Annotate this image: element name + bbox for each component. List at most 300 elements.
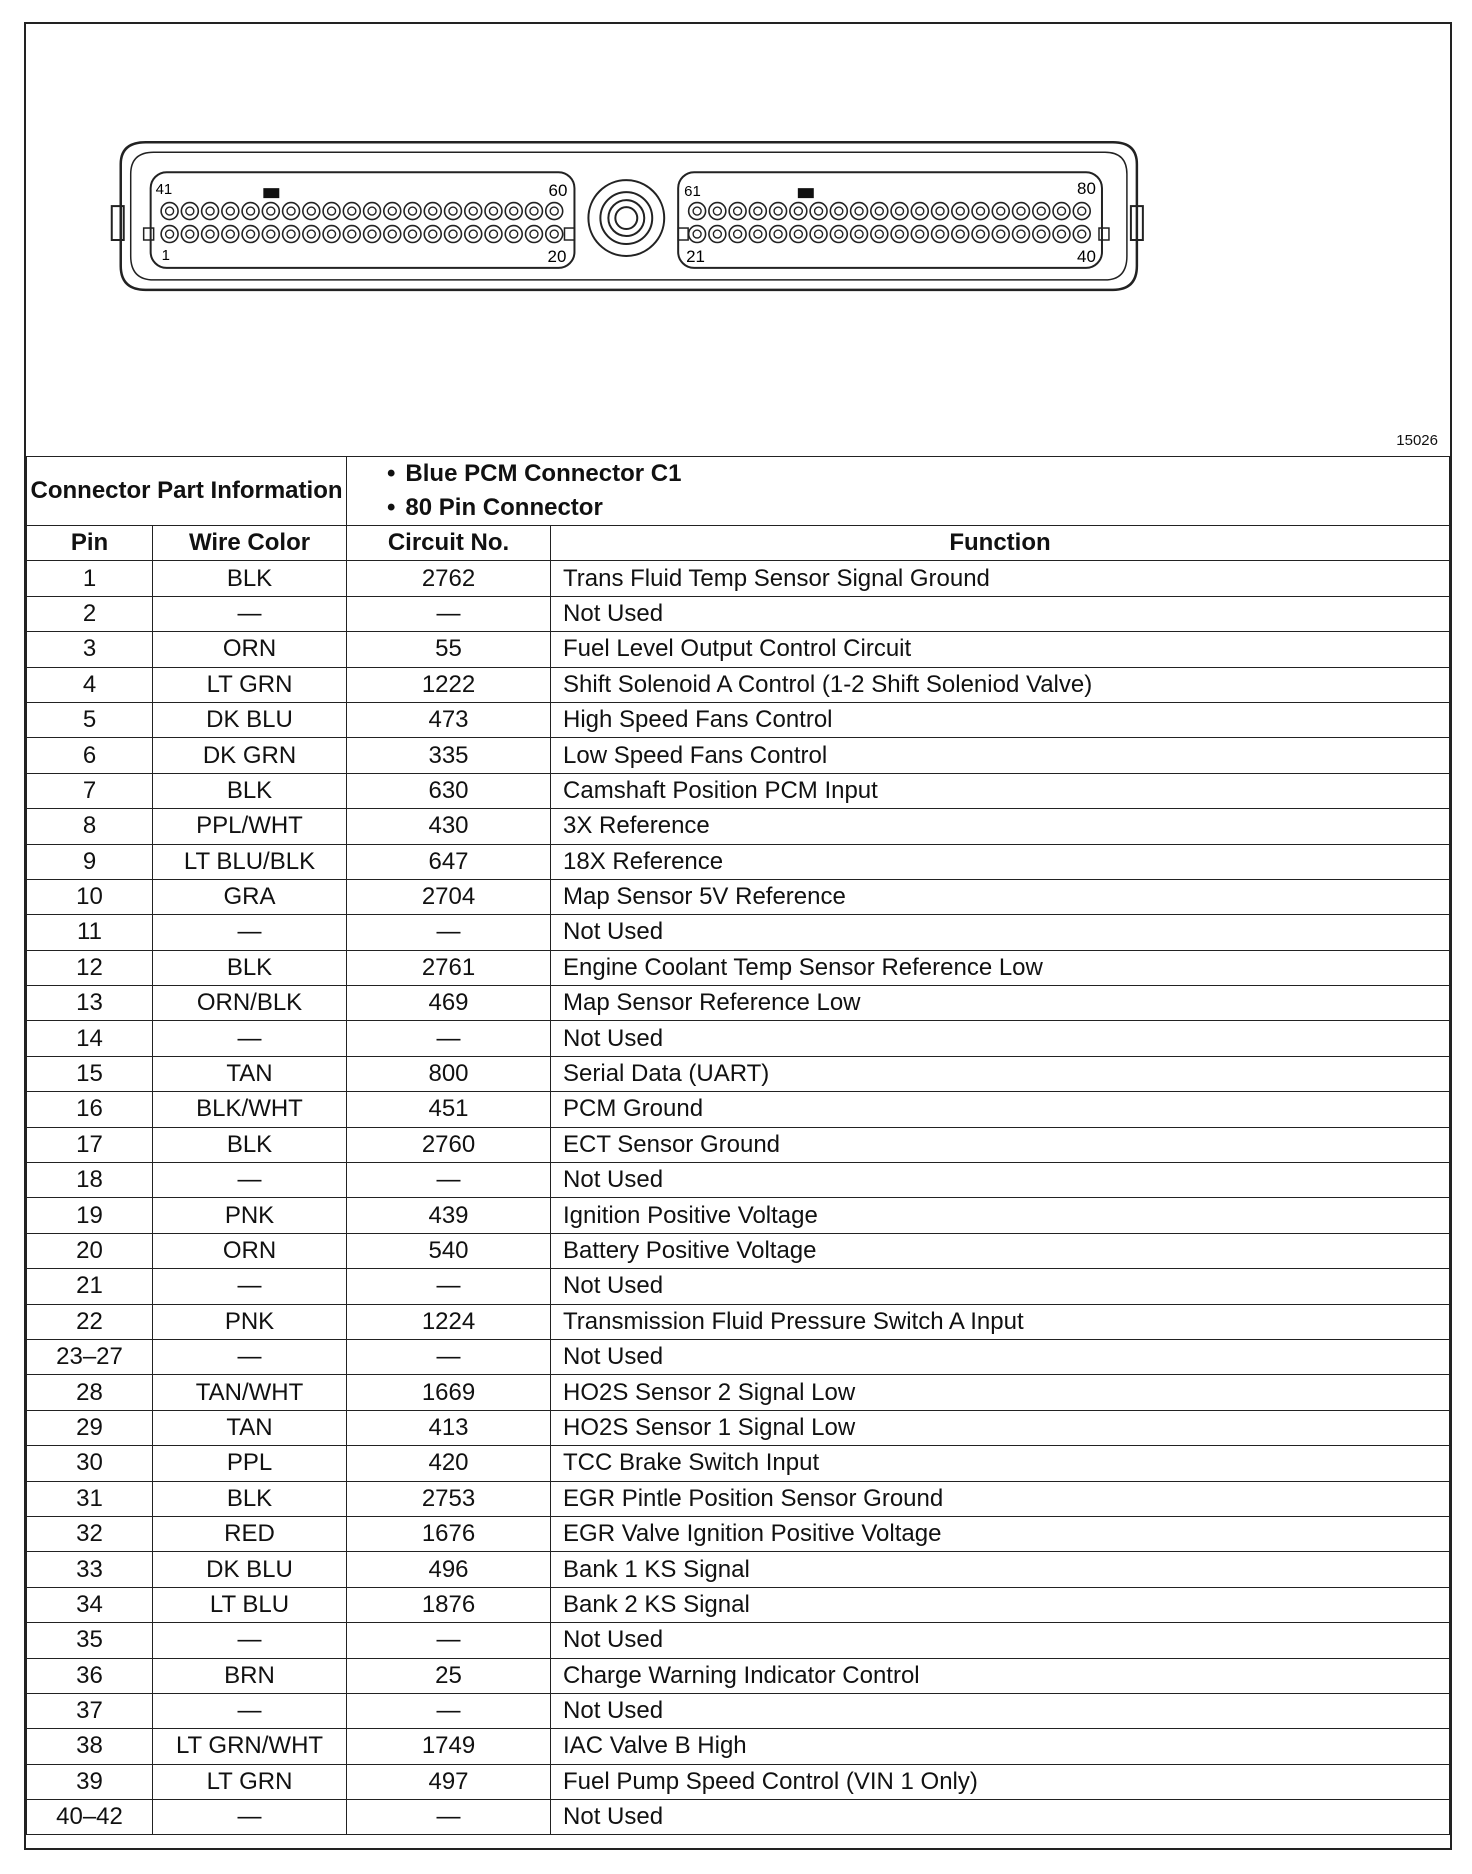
- pin-cavity: [202, 226, 219, 243]
- right-pin-block: [678, 172, 1102, 268]
- cell-pin: 28: [27, 1375, 153, 1410]
- pin-cavity-center: [713, 230, 721, 238]
- table-row: [27, 809, 1450, 844]
- cell-pin: 30: [27, 1446, 153, 1481]
- cell-circuit-no: 1222: [347, 667, 551, 702]
- cell-circuit-no: —: [347, 1800, 551, 1835]
- pin-cavity-center: [774, 207, 782, 215]
- cell-circuit-no: —: [347, 1693, 551, 1728]
- header-pin: Pin: [27, 526, 153, 561]
- cell-wire-color: GRA: [153, 879, 347, 914]
- cell-circuit-no: 2704: [347, 879, 551, 914]
- cell-circuit-no: 1876: [347, 1587, 551, 1622]
- pin-cavity: [404, 203, 421, 220]
- cell-function: Bank 1 KS Signal: [551, 1552, 1450, 1587]
- cell-circuit-no: 497: [347, 1764, 551, 1799]
- cell-wire-color: LT GRN: [153, 667, 347, 702]
- pin-cavity: [485, 203, 502, 220]
- pin-cavity: [465, 226, 482, 243]
- pin-cavity-center: [429, 207, 437, 215]
- pin-cavity: [1053, 226, 1070, 243]
- cell-circuit-no: 430: [347, 809, 551, 844]
- pin-cavity-center: [510, 230, 518, 238]
- cell-pin: 38: [27, 1729, 153, 1764]
- pin-cavity-center: [388, 230, 396, 238]
- cell-pin: 19: [27, 1198, 153, 1233]
- cell-pin: 37: [27, 1693, 153, 1728]
- pin-cavity: [689, 226, 706, 243]
- pin-cavity: [303, 226, 320, 243]
- table-row: [27, 915, 1450, 950]
- cell-pin: 4: [27, 667, 153, 702]
- cell-circuit-no: —: [347, 1269, 551, 1304]
- left-pin-block: [151, 172, 575, 268]
- pin-cavity-center: [409, 230, 417, 238]
- cell-wire-color: PPL: [153, 1446, 347, 1481]
- cell-wire-color: BLK: [153, 561, 347, 596]
- figure-number: 15026: [1396, 432, 1438, 449]
- cell-pin: 15: [27, 1056, 153, 1091]
- cell-function: Not Used: [551, 1623, 1450, 1658]
- cell-circuit-no: 800: [347, 1056, 551, 1091]
- pin-cavity-center: [186, 230, 194, 238]
- pin-cavity: [749, 226, 766, 243]
- pin-cavity: [1033, 226, 1050, 243]
- pin-cavity-center: [1017, 230, 1025, 238]
- cell-wire-color: PPL/WHT: [153, 809, 347, 844]
- cell-pin: 17: [27, 1127, 153, 1162]
- pin-cavity: [1013, 226, 1030, 243]
- cell-wire-color: BRN: [153, 1658, 347, 1693]
- pin-cavity-center: [328, 207, 336, 215]
- cell-function: Not Used: [551, 596, 1450, 631]
- cell-function: Not Used: [551, 1800, 1450, 1835]
- cell-pin: 20: [27, 1233, 153, 1268]
- pin-cavity-center: [489, 230, 497, 238]
- cell-wire-color: LT GRN/WHT: [153, 1729, 347, 1764]
- table-row: [27, 1304, 1450, 1339]
- cell-wire-color: —: [153, 915, 347, 950]
- cell-pin: 3: [27, 632, 153, 667]
- pin-cavity: [262, 226, 279, 243]
- cell-function: ECT Sensor Ground: [551, 1127, 1450, 1162]
- cell-function: Shift Solenoid A Control (1-2 Shift Soleniod Valve): [551, 667, 1450, 702]
- pin-cavity: [323, 226, 340, 243]
- pin-cavity: [424, 226, 441, 243]
- pin-cavity-center: [936, 207, 944, 215]
- pin-cavity-center: [247, 230, 255, 238]
- pin-cavity-center: [693, 207, 701, 215]
- cell-pin: 2: [27, 596, 153, 631]
- pin-cavity: [1013, 203, 1030, 220]
- info-bullet-pins: • 80 Pin Connector: [387, 491, 1449, 525]
- pin-cavity-center: [469, 207, 477, 215]
- pin-cavity: [242, 226, 259, 243]
- cell-circuit-no: —: [347, 1339, 551, 1374]
- center-bolt-inner: [608, 200, 644, 236]
- pin-cavity: [952, 203, 969, 220]
- pin-cavity-center: [489, 207, 497, 215]
- cell-wire-color: ORN/BLK: [153, 986, 347, 1021]
- cell-circuit-no: 647: [347, 844, 551, 879]
- cell-wire-color: PNK: [153, 1304, 347, 1339]
- table-row: [27, 1233, 1450, 1268]
- cell-wire-color: ORN: [153, 1233, 347, 1268]
- table-row: [27, 773, 1450, 808]
- center-bolt-core: [615, 207, 637, 229]
- pin-cavity-center: [368, 230, 376, 238]
- label-pin-21: 21: [686, 246, 705, 266]
- cell-function: EGR Valve Ignition Positive Voltage: [551, 1516, 1450, 1551]
- table-row: [27, 1021, 1450, 1056]
- pin-cavity-center: [469, 230, 477, 238]
- connector-info-row: [27, 457, 1450, 526]
- pin-cavity-center: [429, 230, 437, 238]
- cell-wire-color: BLK/WHT: [153, 1092, 347, 1127]
- cell-circuit-no: —: [347, 1021, 551, 1056]
- cell-pin: 35: [27, 1623, 153, 1658]
- cell-function: Not Used: [551, 1163, 1450, 1198]
- pin-cavity: [404, 226, 421, 243]
- pin-cavity-center: [530, 207, 538, 215]
- cell-function: Map Sensor Reference Low: [551, 986, 1450, 1021]
- table-row: [27, 1516, 1450, 1551]
- table-row: [27, 1375, 1450, 1410]
- pin-cavity-center: [936, 230, 944, 238]
- pin-cavity: [283, 226, 300, 243]
- connector-info-bullets: [347, 457, 1450, 526]
- cell-circuit-no: 630: [347, 773, 551, 808]
- cell-pin: 5: [27, 702, 153, 737]
- table-row: [27, 1623, 1450, 1658]
- right-block-tab: [678, 228, 688, 240]
- pin-cavity: [932, 203, 949, 220]
- left-block-tab: [564, 228, 574, 240]
- pin-cavity-center: [1058, 230, 1066, 238]
- pin-cavity-center: [815, 207, 823, 215]
- cell-function: Trans Fluid Temp Sensor Signal Ground: [551, 561, 1450, 596]
- cell-function: Bank 2 KS Signal: [551, 1587, 1450, 1622]
- pin-cavity: [749, 203, 766, 220]
- cell-circuit-no: —: [347, 1623, 551, 1658]
- pin-cavity: [222, 203, 239, 220]
- cell-circuit-no: 420: [347, 1446, 551, 1481]
- pin-cavity-center: [977, 230, 985, 238]
- pin-cavity: [972, 226, 989, 243]
- cell-circuit-no: 1676: [347, 1516, 551, 1551]
- pin-cavity-center: [307, 207, 315, 215]
- pin-cavity: [161, 203, 178, 220]
- pin-cavity: [992, 226, 1009, 243]
- pin-cavity-center: [713, 207, 721, 215]
- cell-pin: 32: [27, 1516, 153, 1551]
- pin-cavity: [323, 203, 340, 220]
- cell-circuit-no: 540: [347, 1233, 551, 1268]
- cell-function: Not Used: [551, 1021, 1450, 1056]
- pin-cavity-center: [267, 230, 275, 238]
- cell-pin: 34: [27, 1587, 153, 1622]
- pin-cavity: [262, 203, 279, 220]
- cell-wire-color: TAN: [153, 1410, 347, 1445]
- cell-function: Map Sensor 5V Reference: [551, 879, 1450, 914]
- cell-function: Not Used: [551, 1269, 1450, 1304]
- cell-wire-color: BLK: [153, 1127, 347, 1162]
- pin-cavity-center: [997, 207, 1005, 215]
- cell-wire-color: ORN: [153, 632, 347, 667]
- pin-cavity-center: [226, 230, 234, 238]
- pinout-table: [26, 456, 1450, 1835]
- table-row: [27, 1092, 1450, 1127]
- cell-function: Not Used: [551, 1339, 1450, 1374]
- pin-cavity: [770, 226, 787, 243]
- pin-cavity: [891, 203, 908, 220]
- cell-function: Ignition Positive Voltage: [551, 1198, 1450, 1233]
- pin-cavity-center: [186, 207, 194, 215]
- cell-wire-color: BLK: [153, 950, 347, 985]
- cell-pin: 14: [27, 1021, 153, 1056]
- table-row: [27, 1800, 1450, 1835]
- pin-cavity: [303, 203, 320, 220]
- table-row: [27, 1587, 1450, 1622]
- pin-cavity: [709, 226, 726, 243]
- cell-function: Serial Data (UART): [551, 1056, 1450, 1091]
- pin-cavity-center: [734, 207, 742, 215]
- table-row: [27, 632, 1450, 667]
- pin-cavity-center: [835, 230, 843, 238]
- cell-wire-color: —: [153, 1800, 347, 1835]
- connector-diagram: [26, 24, 1450, 456]
- pin-cavity: [384, 203, 401, 220]
- pin-cavity: [283, 203, 300, 220]
- cell-function: Transmission Fluid Pressure Switch A Input: [551, 1304, 1450, 1339]
- cell-pin: 22: [27, 1304, 153, 1339]
- label-pin-80: 80: [1077, 179, 1096, 199]
- pin-cavity: [445, 203, 462, 220]
- pin-cavity: [1053, 203, 1070, 220]
- label-pin-41: 41: [155, 181, 173, 199]
- pin-cavity: [546, 226, 563, 243]
- cell-function: TCC Brake Switch Input: [551, 1446, 1450, 1481]
- cell-pin: 1: [27, 561, 153, 596]
- cell-wire-color: LT BLU: [153, 1587, 347, 1622]
- pin-cavity: [202, 203, 219, 220]
- pin-cavity: [1073, 226, 1090, 243]
- cell-pin: 40–42: [27, 1800, 153, 1835]
- cell-function: Not Used: [551, 915, 1450, 950]
- cell-wire-color: —: [153, 1269, 347, 1304]
- pin-cavity-center: [166, 230, 174, 238]
- pin-cavity-center: [815, 230, 823, 238]
- pin-cavity-center: [388, 207, 396, 215]
- cell-circuit-no: 2753: [347, 1481, 551, 1516]
- pin-cavity-center: [449, 207, 457, 215]
- pin-cavity-center: [328, 230, 336, 238]
- cell-function: 3X Reference: [551, 809, 1450, 844]
- pin-cavity-center: [287, 207, 295, 215]
- cell-wire-color: LT GRN: [153, 1764, 347, 1799]
- cell-wire-color: —: [153, 1339, 347, 1374]
- pin-cavity-center: [977, 207, 985, 215]
- pin-cavity: [161, 226, 178, 243]
- table-row: [27, 879, 1450, 914]
- pin-cavity: [465, 203, 482, 220]
- table-row: [27, 1729, 1450, 1764]
- pin-cavity: [485, 226, 502, 243]
- pin-cavity-center: [956, 230, 964, 238]
- outer-right-tab: [1099, 228, 1109, 240]
- pin-cavity: [830, 226, 847, 243]
- pin-cavity-center: [247, 207, 255, 215]
- header-row: [27, 526, 1450, 561]
- table-row: [27, 844, 1450, 879]
- pin-cavity: [932, 226, 949, 243]
- cell-pin: 12: [27, 950, 153, 985]
- pin-cavity-center: [1017, 207, 1025, 215]
- header-wire-color: Wire Color: [153, 526, 347, 561]
- cell-pin: 39: [27, 1764, 153, 1799]
- pin-cavity: [181, 226, 198, 243]
- cell-circuit-no: —: [347, 596, 551, 631]
- document-frame: [24, 22, 1452, 1850]
- label-pin-61: 61: [684, 183, 701, 201]
- table-row: [27, 986, 1450, 1021]
- cell-wire-color: RED: [153, 1516, 347, 1551]
- pin-cavity-center: [530, 230, 538, 238]
- pin-cavity: [891, 226, 908, 243]
- cell-pin: 9: [27, 844, 153, 879]
- table-row: [27, 950, 1450, 985]
- label-pin-60: 60: [548, 181, 568, 201]
- outer-left-tab: [144, 228, 154, 240]
- table-row: [27, 738, 1450, 773]
- pin-cavity: [1073, 203, 1090, 220]
- pin-cavity-center: [794, 207, 802, 215]
- pin-cavity-center: [226, 207, 234, 215]
- pin-cavity: [851, 203, 868, 220]
- table-row: [27, 1658, 1450, 1693]
- cell-function: PCM Ground: [551, 1092, 1450, 1127]
- cell-pin: 8: [27, 809, 153, 844]
- pin-cavity-center: [916, 230, 924, 238]
- table-row: [27, 1764, 1450, 1799]
- label-pin-1: 1: [161, 246, 170, 264]
- cell-function: IAC Valve B High: [551, 1729, 1450, 1764]
- cell-pin: 11: [27, 915, 153, 950]
- label-pin-40: 40: [1077, 246, 1096, 266]
- table-row: [27, 1446, 1450, 1481]
- pin-cavity: [851, 226, 868, 243]
- pin-cavity-center: [368, 207, 376, 215]
- cell-wire-color: TAN: [153, 1056, 347, 1091]
- cell-pin: 13: [27, 986, 153, 1021]
- cell-circuit-no: 2761: [347, 950, 551, 985]
- cell-function: Battery Positive Voltage: [551, 1233, 1450, 1268]
- pin-cavity-center: [510, 207, 518, 215]
- cell-wire-color: DK GRN: [153, 738, 347, 773]
- cell-pin: 6: [27, 738, 153, 773]
- pin-cavity: [505, 203, 522, 220]
- cell-wire-color: —: [153, 1163, 347, 1198]
- cell-circuit-no: —: [347, 915, 551, 950]
- cell-circuit-no: 25: [347, 1658, 551, 1693]
- pin-cavity: [384, 226, 401, 243]
- pin-cavity: [810, 226, 827, 243]
- pin-cavity-center: [997, 230, 1005, 238]
- table-row: [27, 561, 1450, 596]
- pin-cavity-center: [550, 207, 558, 215]
- pin-cavity-center: [693, 230, 701, 238]
- cell-pin: 10: [27, 879, 153, 914]
- label-pin-20: 20: [547, 246, 567, 266]
- cell-function: High Speed Fans Control: [551, 702, 1450, 737]
- pin-cavity-center: [875, 207, 883, 215]
- pin-cavity-center: [835, 207, 843, 215]
- pin-cavity: [689, 203, 706, 220]
- pin-cavity-center: [550, 230, 558, 238]
- pin-cavity: [525, 226, 542, 243]
- pin-cavity: [972, 203, 989, 220]
- cell-pin: 7: [27, 773, 153, 808]
- table-row: [27, 1163, 1450, 1198]
- pin-cavity: [729, 203, 746, 220]
- pin-cavity: [729, 226, 746, 243]
- pin-cavity: [222, 226, 239, 243]
- table-row: [27, 1481, 1450, 1516]
- pin-cavity: [709, 203, 726, 220]
- cell-wire-color: BLK: [153, 773, 347, 808]
- cell-pin: 23–27: [27, 1339, 153, 1374]
- cell-wire-color: —: [153, 596, 347, 631]
- pin-cavity-center: [754, 230, 762, 238]
- cell-circuit-no: 469: [347, 986, 551, 1021]
- pin-cavity: [525, 203, 542, 220]
- cell-function: Not Used: [551, 1693, 1450, 1728]
- cell-wire-color: DK BLU: [153, 702, 347, 737]
- pin-cavity-center: [875, 230, 883, 238]
- cell-pin: 33: [27, 1552, 153, 1587]
- pin-cavity-center: [449, 230, 457, 238]
- cell-function: EGR Pintle Position Sensor Ground: [551, 1481, 1450, 1516]
- connector-info-label: Connector Part Information: [27, 457, 347, 526]
- pin-cavity: [911, 203, 928, 220]
- cell-wire-color: DK BLU: [153, 1552, 347, 1587]
- right-key-mark: [798, 188, 814, 198]
- pin-cavity: [364, 226, 381, 243]
- pin-cavity: [242, 203, 259, 220]
- cell-circuit-no: 473: [347, 702, 551, 737]
- table-row: [27, 1269, 1450, 1304]
- cell-function: Low Speed Fans Control: [551, 738, 1450, 773]
- pin-cavity-center: [267, 207, 275, 215]
- cell-wire-color: TAN/WHT: [153, 1375, 347, 1410]
- pin-cavity-center: [206, 230, 214, 238]
- pin-cavity: [952, 226, 969, 243]
- table-row: [27, 702, 1450, 737]
- cell-wire-color: —: [153, 1693, 347, 1728]
- header-circuit-no: Circuit No.: [347, 526, 551, 561]
- info-bullet-color: • Blue PCM Connector C1: [387, 457, 1449, 491]
- pin-cavity: [505, 226, 522, 243]
- pin-cavity: [770, 203, 787, 220]
- pin-cavity-center: [307, 230, 315, 238]
- cell-circuit-no: 1669: [347, 1375, 551, 1410]
- cell-pin: 29: [27, 1410, 153, 1445]
- pin-cavity-center: [794, 230, 802, 238]
- table-row: [27, 1127, 1450, 1162]
- cell-function: 18X Reference: [551, 844, 1450, 879]
- pin-cavity: [445, 226, 462, 243]
- table-row: [27, 1198, 1450, 1233]
